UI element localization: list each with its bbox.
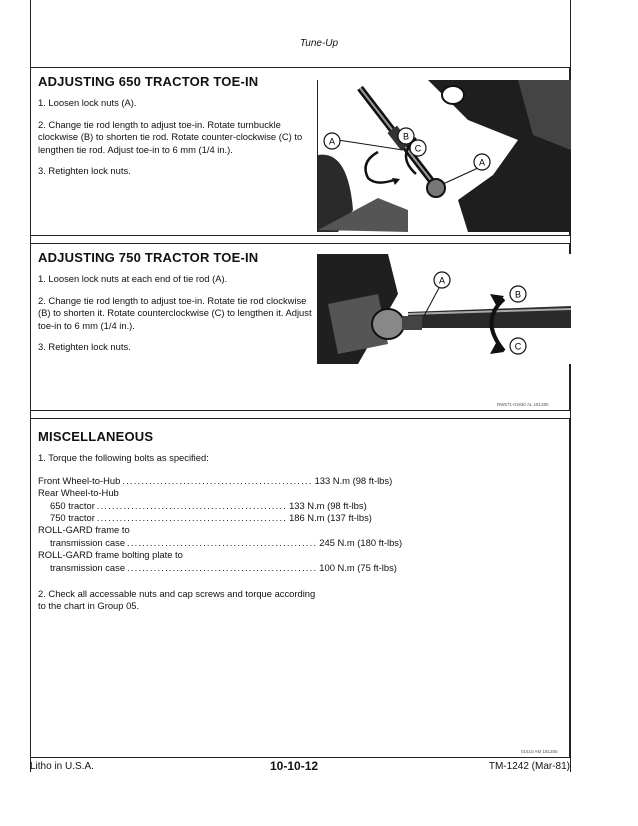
section-misc-text (38, 429, 403, 613)
callout-b (398, 128, 414, 144)
section-misc-heading: MISCELLANEOUS (38, 429, 154, 444)
callout-c (510, 338, 526, 354)
section-750-text (38, 252, 321, 353)
section-650-heading: ADJUSTING 650 TRACTOR TOE-IN (38, 74, 259, 89)
section-650-toe-in (30, 67, 570, 236)
section-750-heading: ADJUSTING 750 TRACTOR TOE-IN (38, 250, 259, 265)
svg-text:C: C (414, 143, 422, 154)
spec-group-label: Rear Wheel-to-Hub (38, 487, 119, 499)
torque-spec-list (38, 474, 403, 574)
svg-text:A: A (328, 136, 336, 147)
section-650-step-1: 1. Loosen lock nuts (A). (38, 97, 137, 109)
spec-row: Front Wheel-to-Hub .................................................. 133 N.m (98 ft-lbs) (38, 474, 393, 486)
tie-rod-650-illustration (318, 80, 571, 232)
section-misc-intro: 1. Torque the following bolts as specified: (38, 452, 209, 464)
section-750-step-2: 2. Change tie rod length to adjust toe-in. Rotate tie rod clockwise (B) to shorten it. Rotate counterclockwise (C) to lengthen it. Adjust toe-in to 6 mm (1/4 in.). (38, 294, 312, 331)
svg-text:B: B (514, 289, 522, 300)
section-650-step-2: 2. Change tie rod length to adjust toe-in. Rotate turnbuckle clockwise (B) to shorten tie rod. Rotate counter-clockwise (C) to lengthen tie rod. Adjust toe-in to 6 mm (1/4 in.). (38, 118, 303, 155)
section-750-photo (317, 254, 571, 364)
footer-manual-id: TM-1242 (Mar-81) (488, 761, 570, 772)
callout-a-right (474, 154, 490, 170)
section-750-step-3: 3. Retighten lock nuts. (38, 341, 131, 353)
section-750-image-code: RW571-01930 AL 181280 (497, 402, 549, 407)
spec-group-label: ROLL-GARD frame to (38, 524, 130, 536)
footer-page-number: 10-10-12 (270, 759, 319, 773)
footer-litho: Litho in U.S.A. (30, 761, 94, 772)
callout-b (510, 286, 526, 302)
section-750-step-1: 1. Loosen lock nuts at each end of tie rod (A). (38, 273, 228, 285)
spec-row: transmission case .................................................. 100 N.m (75 ft-lbs) (50, 561, 397, 573)
section-750-toe-in (30, 243, 570, 411)
svg-text:A: A (478, 157, 486, 168)
spec-row: 650 tractor .................................................. 133 N.m (98 ft-lbs) (50, 499, 367, 511)
tie-rod-750-illustration (318, 254, 571, 364)
section-650-text (38, 76, 321, 177)
svg-text:B: B (402, 131, 410, 142)
spec-row: 750 tractor .................................................. 186 N.m (137 ft-lbs) (50, 512, 372, 524)
section-650-photo (317, 80, 571, 232)
svg-text:A: A (438, 275, 446, 286)
callout-a-left (324, 133, 340, 149)
spec-row: transmission case .................................................. 245 N.m (180 ft-lbs) (50, 536, 403, 548)
callout-c (410, 140, 426, 156)
section-650-step-3: 3. Retighten lock nuts. (38, 165, 131, 177)
callout-a (434, 272, 450, 288)
section-miscellaneous (30, 418, 570, 758)
spec-group-label: ROLL-GARD frame bolting plate to (38, 549, 183, 561)
section-misc-code: 01610 AM 181280 (521, 749, 558, 754)
page-header: Tune-Up (299, 38, 339, 49)
section-misc-note: 2. Check all accessable nuts and cap screws and torque according to the chart in Group 05. (38, 588, 316, 612)
svg-text:C: C (514, 341, 522, 352)
